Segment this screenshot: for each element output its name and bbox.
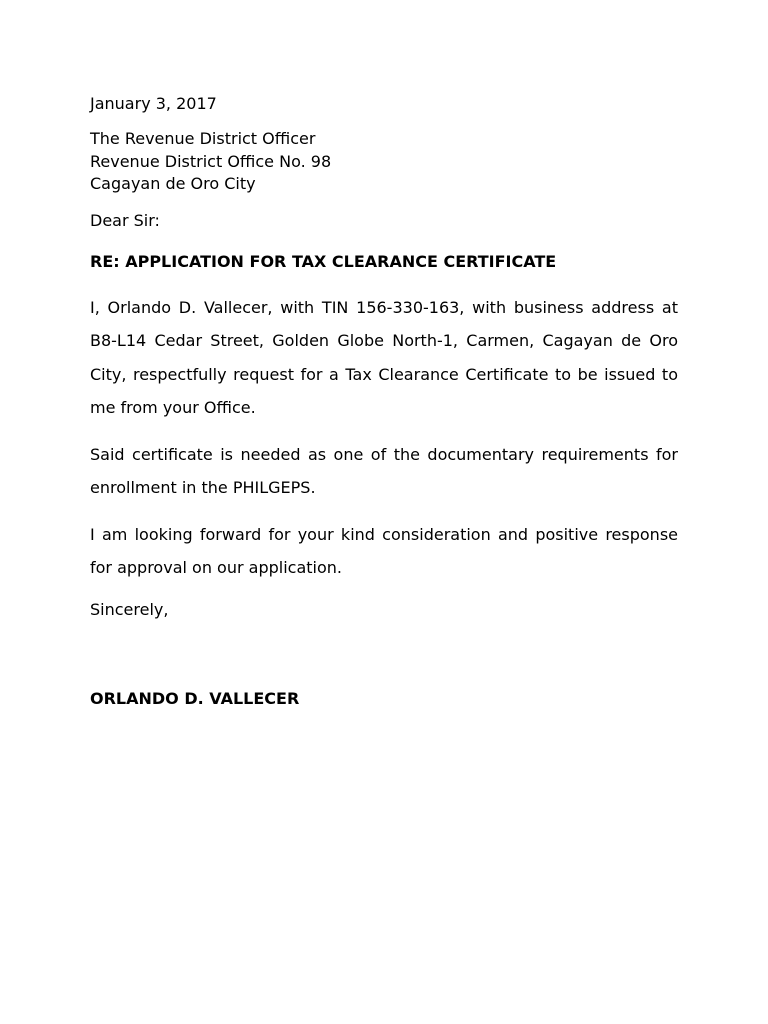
recipient-block bbox=[90, 128, 678, 196]
body-paragraph: I, Orlando D. Vallecer, with TIN 156-330-163, with business address at B8-L14 Cedar Street, Golden Globe North-1, Carmen, Cagayan de Oro City, respectfully request for a Tax Clearance Certificate to be issued to me from your Office. bbox=[90, 297, 678, 417]
signatory-name: ORLANDO D. VALLECER bbox=[90, 688, 300, 708]
body-paragraph: I am looking forward for your kind consideration and positive response for approval on our application. bbox=[90, 524, 678, 577]
letter-body bbox=[90, 92, 678, 711]
salutation: Dear Sir: bbox=[90, 210, 160, 230]
body-paragraph: Said certificate is needed as one of the documentary requirements for enrollment in the PHILGEPS. bbox=[90, 444, 678, 497]
recipient-line: Revenue District Office No. 98 bbox=[90, 151, 332, 171]
letter-date: January 3, 2017 bbox=[90, 94, 217, 113]
closing: Sincerely, bbox=[90, 599, 169, 619]
recipient-line: The Revenue District Officer bbox=[90, 129, 316, 148]
recipient-line: Cagayan de Oro City bbox=[90, 174, 256, 193]
subject-line: RE: APPLICATION FOR TAX CLEARANCE CERTIFICATE bbox=[90, 251, 557, 271]
